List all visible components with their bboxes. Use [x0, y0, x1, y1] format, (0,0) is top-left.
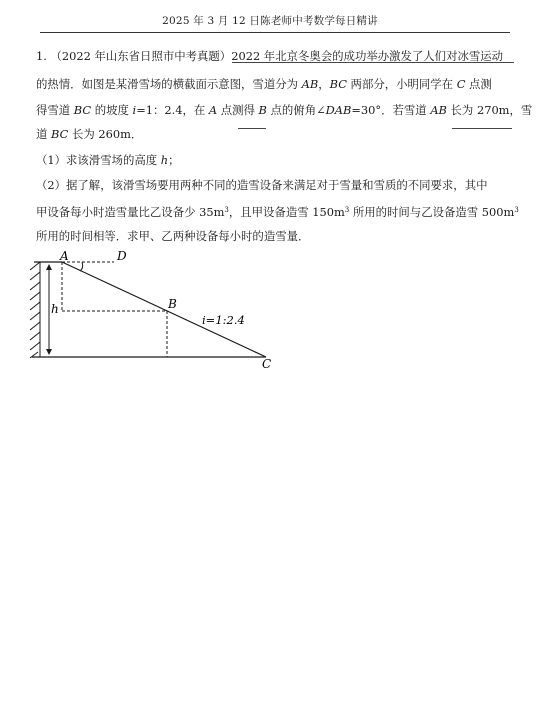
text-span: （1）求该滑雪场的高度	[36, 153, 161, 167]
var-AB: AB	[430, 103, 447, 117]
var-h: h	[160, 153, 169, 167]
label-B: B	[168, 297, 177, 311]
label-h: h	[51, 302, 59, 316]
superscript: 3	[224, 206, 229, 214]
text-span: =30°．若雪道	[351, 103, 431, 117]
text-span: 的坡度	[91, 103, 133, 117]
problem-number: 1.	[36, 49, 47, 63]
text-span: 点的俯角∠	[266, 103, 326, 117]
page-header: 2025 年 3 月 12 日陈老师中考数学每日精讲	[162, 15, 378, 27]
text-span: 点测	[465, 77, 492, 91]
text-span: =1：2.4，在	[136, 103, 209, 117]
problem-intro: 2022 年北京冬奥会的成功举办激发了人们对冰雪运动	[231, 49, 504, 63]
text-span: ，	[318, 77, 330, 91]
var-BC: BC	[329, 77, 347, 91]
label-slope-ratio: i=1:2.4	[202, 313, 245, 327]
superscript: 3	[344, 206, 350, 214]
text-span: 的热情．如图是某滑雪场的横截面示意图，雪道分为	[36, 77, 302, 91]
text-span: ；	[168, 153, 180, 167]
var-B: B	[258, 103, 267, 117]
var-AB: AB	[301, 77, 319, 91]
text-span: ，且甲设备造雪 150m	[228, 205, 345, 219]
label-C: C	[262, 357, 272, 371]
var-BC: BC	[73, 103, 92, 117]
text-span: 长为 270m，雪	[446, 103, 533, 117]
question-2-line-1: （2）据了解，该滑雪场要用两种不同的造雪设备来满足对于雪量和雪质的不同要求，其中	[36, 178, 488, 192]
slope-line	[62, 262, 266, 357]
var-C: C	[456, 77, 466, 91]
var-BC: BC	[51, 127, 69, 141]
var-i: i	[132, 103, 137, 117]
label-D: D	[117, 249, 127, 263]
text-span: 所用的时间与乙设备造雪 500m	[349, 205, 515, 219]
text-span: 得雪道	[36, 103, 74, 117]
wall-hatching	[30, 262, 40, 358]
text-span: 长为 260m．	[68, 127, 143, 141]
var-DAB: DAB	[325, 103, 352, 117]
problem-source: （2022 年山东省日照市中考真题）	[50, 49, 232, 63]
superscript: 3	[514, 206, 519, 214]
arrowhead-down	[46, 349, 52, 355]
label-A: A	[60, 249, 69, 263]
text-span: 道	[36, 127, 52, 141]
text-span: 甲设备每小时造雪量比乙设备少 35m	[36, 205, 225, 219]
angle-arc	[80, 262, 83, 271]
text-span: 两部分，小明同学在	[346, 77, 457, 91]
question-2-line-3: 所用的时间相等．求甲、乙两种设备每小时的造雪量．	[36, 229, 310, 243]
arrowhead-up	[46, 264, 52, 270]
text-span: 点测得	[217, 103, 259, 117]
var-A: A	[208, 103, 218, 117]
